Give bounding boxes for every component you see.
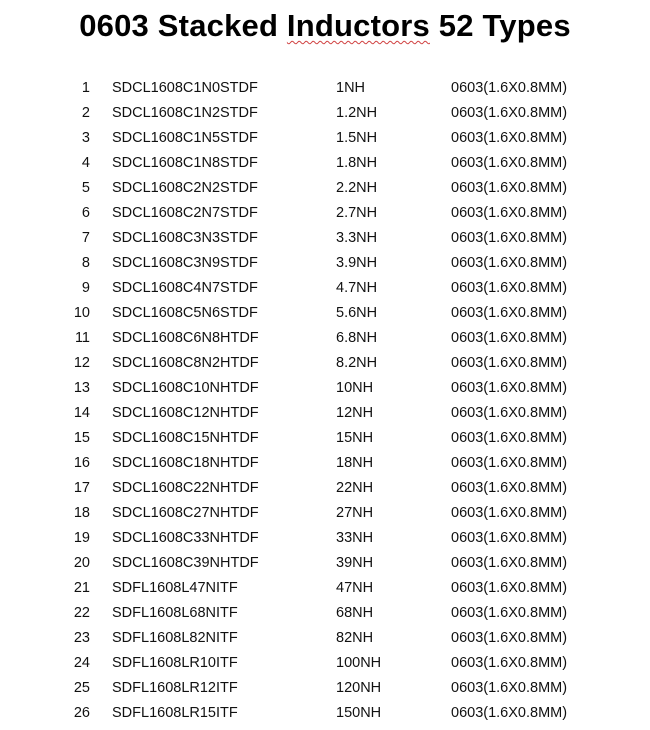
part-number: SDCL1608C1N2STDF (112, 105, 258, 121)
part-number: SDFL1608L82NITF (112, 630, 238, 646)
part-number: SDCL1608C27NHTDF (112, 505, 259, 521)
part-number: SDFL1608LR10ITF (112, 655, 238, 671)
package-size: 0603(1.6X0.8MM) (451, 230, 568, 246)
part-number: SDCL1608C12NHTDF (112, 405, 259, 421)
inductance-value: 6.8NH (336, 330, 378, 346)
inductor-table (0, 76, 650, 726)
part-number: SDCL1608C10NHTDF (112, 380, 259, 396)
package-size: 0603(1.6X0.8MM) (451, 455, 568, 471)
package-size: 0603(1.6X0.8MM) (451, 80, 568, 96)
table-row (0, 126, 650, 151)
inductance-value: 120NH (336, 680, 382, 696)
part-number: SDCL1608C5N6STDF (112, 305, 258, 321)
title-misspelled-word: Inductors (286, 8, 430, 43)
package-size: 0603(1.6X0.8MM) (451, 530, 568, 546)
part-number: SDCL1608C6N8HTDF (112, 330, 259, 346)
row-number: 21 (73, 580, 90, 596)
table-row (0, 576, 650, 601)
package-size: 0603(1.6X0.8MM) (451, 205, 568, 221)
part-number: SDCL1608C1N0STDF (112, 80, 258, 96)
part-number: SDCL1608C22NHTDF (112, 480, 259, 496)
package-size: 0603(1.6X0.8MM) (451, 380, 568, 396)
package-size: 0603(1.6X0.8MM) (451, 630, 568, 646)
package-size: 0603(1.6X0.8MM) (451, 130, 568, 146)
row-number: 9 (81, 280, 90, 296)
row-number: 18 (73, 505, 90, 521)
inductance-value: 2.2NH (336, 180, 378, 196)
part-number: SDCL1608C33NHTDF (112, 530, 259, 546)
package-size: 0603(1.6X0.8MM) (451, 480, 568, 496)
package-size: 0603(1.6X0.8MM) (451, 105, 568, 121)
inductance-value: 33NH (336, 530, 374, 546)
inductance-value: 12NH (336, 405, 374, 421)
row-number: 15 (73, 430, 90, 446)
inductance-value: 5.6NH (336, 305, 378, 321)
part-number: SDFL1608L68NITF (112, 605, 238, 621)
table-row (0, 551, 650, 576)
table-row (0, 401, 650, 426)
row-number: 17 (73, 480, 90, 496)
inductance-value: 8.2NH (336, 355, 378, 371)
row-number: 23 (73, 630, 90, 646)
inductance-value: 22NH (336, 480, 374, 496)
table-row (0, 101, 650, 126)
table-row (0, 176, 650, 201)
title-pre: 0603 Stacked (79, 8, 287, 43)
part-number: SDCL1608C39NHTDF (112, 555, 259, 571)
row-number: 5 (81, 180, 90, 196)
package-size: 0603(1.6X0.8MM) (451, 555, 568, 571)
row-number: 7 (81, 230, 90, 246)
inductance-value: 100NH (336, 655, 382, 671)
inductance-value: 68NH (336, 605, 374, 621)
inductance-value: 18NH (336, 455, 374, 471)
inductance-value: 1.8NH (336, 155, 378, 171)
package-size: 0603(1.6X0.8MM) (451, 655, 568, 671)
row-number: 19 (73, 530, 90, 546)
inductance-value: 3.3NH (336, 230, 378, 246)
row-number: 6 (81, 205, 90, 221)
part-number: SDCL1608C18NHTDF (112, 455, 259, 471)
table-row (0, 476, 650, 501)
table-row (0, 226, 650, 251)
package-size: 0603(1.6X0.8MM) (451, 155, 568, 171)
row-number: 22 (73, 605, 90, 621)
package-size: 0603(1.6X0.8MM) (451, 405, 568, 421)
package-size: 0603(1.6X0.8MM) (451, 705, 568, 721)
table-row (0, 451, 650, 476)
inductance-value: 47NH (336, 580, 374, 596)
row-number: 11 (74, 330, 90, 346)
part-number: SDCL1608C1N8STDF (112, 155, 258, 171)
package-size: 0603(1.6X0.8MM) (451, 255, 568, 271)
inductance-value: 3.9NH (336, 255, 378, 271)
inductance-value: 1.2NH (336, 105, 378, 121)
row-number: 4 (81, 155, 90, 171)
table-row (0, 676, 650, 701)
table-row (0, 701, 650, 726)
row-number: 13 (73, 380, 90, 396)
package-size: 0603(1.6X0.8MM) (451, 180, 568, 196)
table-row (0, 376, 650, 401)
row-number: 16 (73, 455, 90, 471)
part-number: SDCL1608C3N3STDF (112, 230, 258, 246)
part-number: SDCL1608C2N2STDF (112, 180, 258, 196)
row-number: 3 (81, 130, 90, 146)
table-row (0, 201, 650, 226)
row-number: 12 (73, 355, 90, 371)
row-number: 20 (73, 555, 90, 571)
inductance-value: 150NH (336, 705, 382, 721)
row-number: 24 (73, 655, 90, 671)
package-size: 0603(1.6X0.8MM) (451, 580, 568, 596)
package-size: 0603(1.6X0.8MM) (451, 430, 568, 446)
package-size: 0603(1.6X0.8MM) (451, 355, 568, 371)
part-number: SDFL1608L47NITF (112, 580, 238, 596)
table-row (0, 426, 650, 451)
part-number: SDCL1608C4N7STDF (112, 280, 258, 296)
part-number: SDCL1608C15NHTDF (112, 430, 259, 446)
table-row (0, 76, 650, 101)
table-row (0, 326, 650, 351)
row-number: 26 (73, 705, 90, 721)
part-number: SDFL1608LR15ITF (112, 705, 238, 721)
table-row (0, 601, 650, 626)
inductance-value: 27NH (336, 505, 374, 521)
inductance-value: 15NH (336, 430, 374, 446)
inductance-value: 82NH (336, 630, 374, 646)
table-row (0, 351, 650, 376)
inductance-value: 2.7NH (336, 205, 378, 221)
part-number: SDCL1608C2N7STDF (112, 205, 258, 221)
row-number: 25 (73, 680, 90, 696)
inductance-value: 10NH (336, 380, 374, 396)
inductance-value: 39NH (336, 555, 374, 571)
part-number: SDCL1608C3N9STDF (112, 255, 258, 271)
table-row (0, 501, 650, 526)
row-number: 14 (73, 405, 90, 421)
table-row (0, 301, 650, 326)
table-row (0, 526, 650, 551)
table-row (0, 276, 650, 301)
table-row (0, 251, 650, 276)
part-number: SDFL1608LR12ITF (112, 680, 238, 696)
table-row (0, 651, 650, 676)
inductance-value: 4.7NH (336, 280, 378, 296)
table-row (0, 151, 650, 176)
package-size: 0603(1.6X0.8MM) (451, 330, 568, 346)
page-title (0, 8, 650, 44)
row-number: 2 (81, 105, 90, 121)
row-number: 1 (81, 80, 90, 96)
table-row (0, 626, 650, 651)
part-number: SDCL1608C1N5STDF (112, 130, 258, 146)
package-size: 0603(1.6X0.8MM) (451, 505, 568, 521)
package-size: 0603(1.6X0.8MM) (451, 680, 568, 696)
package-size: 0603(1.6X0.8MM) (451, 305, 568, 321)
inductance-value: 1.5NH (336, 130, 378, 146)
inductance-value: 1NH (336, 80, 366, 96)
row-number: 10 (73, 305, 90, 321)
package-size: 0603(1.6X0.8MM) (451, 605, 568, 621)
part-number: SDCL1608C8N2HTDF (112, 355, 259, 371)
title-post: 52 Types (429, 8, 571, 43)
row-number: 8 (81, 255, 90, 271)
package-size: 0603(1.6X0.8MM) (451, 280, 568, 296)
